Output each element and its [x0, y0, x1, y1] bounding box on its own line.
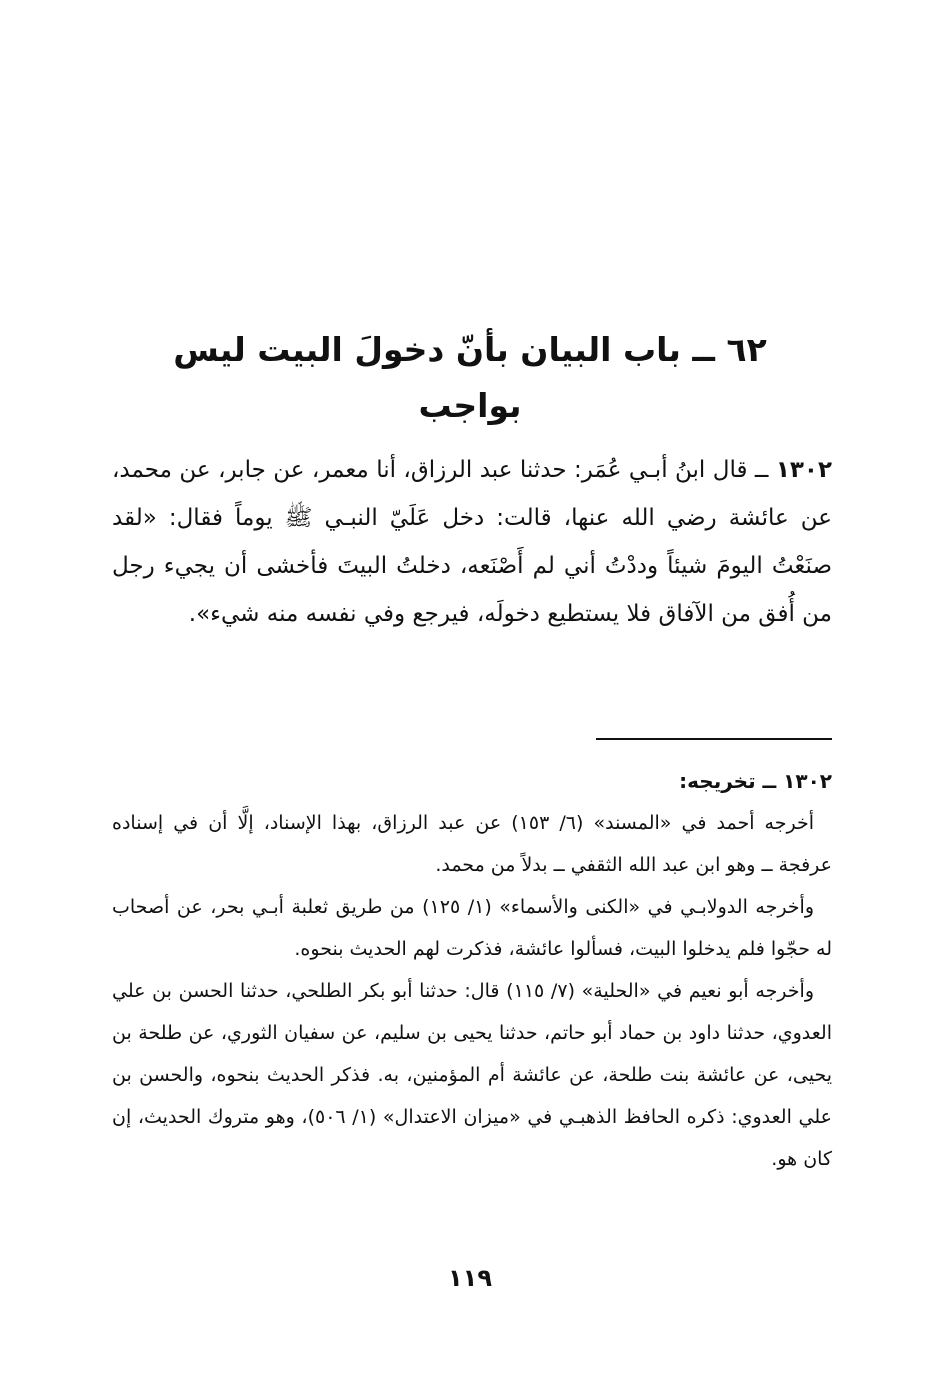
footnote-paragraph: وأخرجه الدولابـي في «الكنى والأسماء» (١/ ١٢٥) من طريق ثعلبة أبـي بحر، عن أصحاب له حجّوا فلم يدخلوا البيت، فسألوا عائشة، فذكرت لهم الحديث بنحوه. — [112, 896, 832, 960]
hadith-body: ــ قال ابنُ أبـي عُمَر: حدثنا عبد الرزاق، أنا معمر، عن جابر، عن محمد، عن عائشة رضي الله عنها، قالت: دخل عَلَيّ النبـي ﷺ يوماً فقال: «لقد صنَعْتُ اليومَ شيئاً وددْتُ أني لم أَصْنَعه، دخلتُ البيتَ فأخشى أن يجيء رجل من أُفق من الآفاق فلا يستطيع دخولَه، فيرجع وفي نفسه منه شيء». — [112, 457, 832, 627]
page-number: ١١٩ — [448, 1264, 492, 1292]
footnote-paragraph: وأخرجه أبو نعيم في «الحلية» (٧/ ١١٥) قال: حدثنا أبو بكر الطلحي، حدثنا الحسن بن علي العدوي، حدثنا داود بن حماد أبو حاتم، حدثنا يحيى بن سليم، عن سفيان الثوري، عن طلحة بن يحيى، عن عائشة بنت طلحة، عن عائشة أم المؤمنين، به. فذكر الحديث بنحوه، والحسن بن علي العدوي: ذكره الحافظ الذهبـي في «ميزان الاعتدال» (١/ ٥٠٦)، وهو متروك الحديث، إن كان هو. — [112, 980, 832, 1170]
footnotes-section — [112, 760, 832, 1180]
footnote-divider — [596, 738, 832, 740]
hadith-number: ١٣٠٢ — [775, 457, 832, 483]
footnote-heading: ١٣٠٢ ــ تخريجه: — [679, 769, 832, 793]
hadith-text — [112, 446, 832, 638]
chapter-title: ٦٢ ــ باب البيان بأنّ دخولَ البيت ليس بواجب — [173, 330, 767, 425]
footnote-paragraph: أخرجه أحمد في «المسند» (٦/ ١٥٣) عن عبد الرزاق، بهذا الإسناد، إلَّا أن في إسناده عرفجة ــ وهو ابن عبد الله الثقفي ــ بدلاً من محمد. — [112, 812, 832, 876]
